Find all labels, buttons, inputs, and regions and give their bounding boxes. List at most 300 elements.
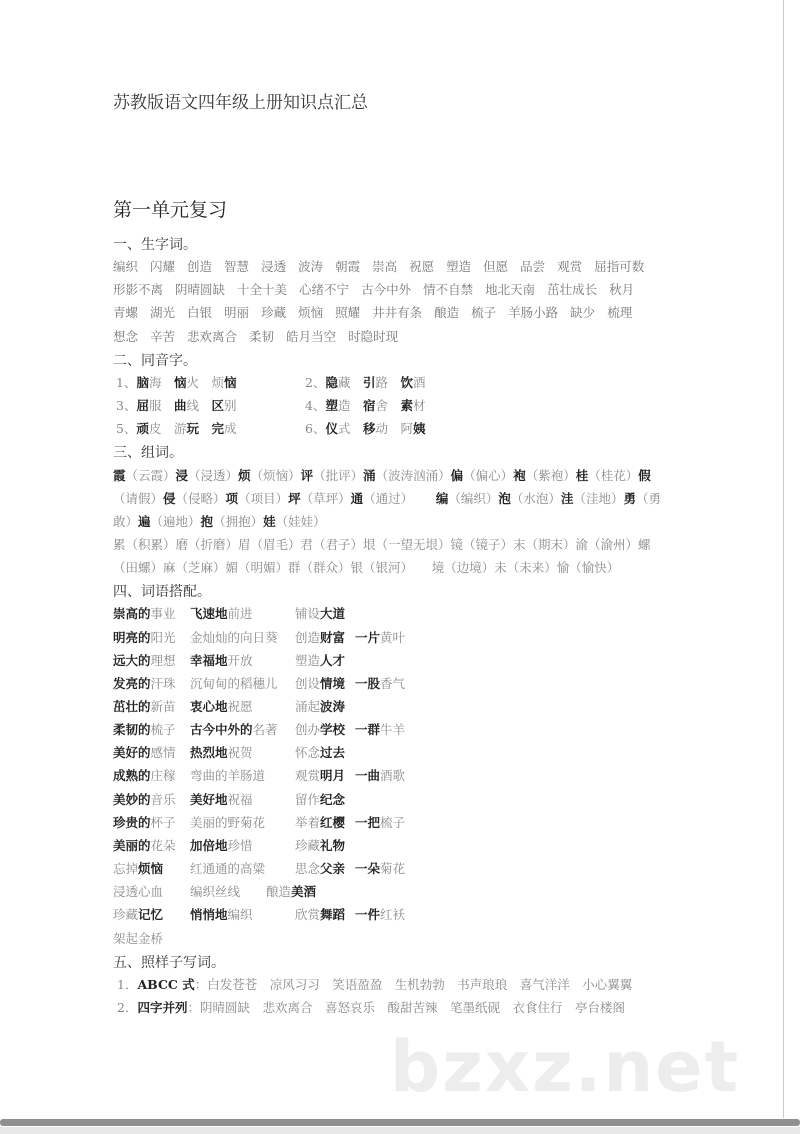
text: 弯曲的羊肠道 <box>190 768 266 784</box>
key-text: 美酒 <box>291 884 317 900</box>
key-text: 移 <box>362 421 376 437</box>
unit-title: 第一单元复习 <box>113 199 228 221</box>
key-text: 完 <box>211 421 225 437</box>
collocation <box>113 882 163 902</box>
text: 祝贺 <box>227 745 253 761</box>
text: （烦恼） <box>250 467 301 483</box>
key-text: 飞速地 <box>190 606 228 622</box>
text: 珍藏 <box>295 837 321 853</box>
text: 阿 <box>400 421 414 437</box>
vocab-word: 酿造 <box>434 305 460 321</box>
text: 游 <box>173 421 187 437</box>
text: 香气 <box>380 675 406 691</box>
document-title: 苏教版语文四年级上册知识点汇总 <box>113 93 368 113</box>
key-text: 偏 <box>450 467 464 483</box>
vocab-word: 珍藏 <box>261 305 287 321</box>
text: 牛羊 <box>380 722 406 738</box>
collocation <box>295 766 345 786</box>
key-text: 一件 <box>355 907 381 923</box>
text: 1． <box>117 976 138 992</box>
key-text: 加倍地 <box>190 837 228 853</box>
key-text: 记忆 <box>138 907 164 923</box>
text: 珍藏 <box>113 907 139 923</box>
vocab-word: 羊肠小路 <box>508 305 559 321</box>
vocab-word: 心绪不宁 <box>299 282 350 298</box>
key-text: 发亮的 <box>113 675 151 691</box>
collocation <box>355 674 405 694</box>
key-text: 洼 <box>560 490 574 506</box>
key-text: 明月 <box>320 768 346 784</box>
key-text: 塑 <box>325 398 338 414</box>
vocab-word: 辛苦 <box>150 328 176 344</box>
collocation <box>295 743 345 763</box>
text: 架起金桥 <box>113 930 164 946</box>
collocation <box>113 651 176 671</box>
collocation <box>355 720 405 740</box>
horizontal-scrollbar[interactable] <box>0 1119 800 1126</box>
vocab-word: 烦恼 <box>298 305 324 321</box>
text: （浸透） <box>188 467 239 483</box>
key-text: 古今中外的 <box>190 722 253 738</box>
text: 红袄 <box>380 907 406 923</box>
key-text: 霞 <box>113 467 126 483</box>
word-formation-line <box>113 489 661 509</box>
key-text: 一曲 <box>355 768 381 784</box>
key-text: 四字并列 <box>137 999 188 1015</box>
text: 创设 <box>295 675 321 691</box>
vocab-word: 青螺 <box>113 305 139 321</box>
text: 汗珠 <box>150 675 176 691</box>
text: 前进 <box>227 606 253 622</box>
collocation <box>295 836 345 856</box>
vocab-word: 湖光 <box>150 305 176 321</box>
text: 涌起 <box>295 699 321 714</box>
text: 式 <box>337 421 363 437</box>
vocab-word: 缺少 <box>570 305 596 321</box>
collocation <box>295 790 345 810</box>
text: 3、 <box>116 398 137 414</box>
text: 4、 <box>305 398 326 414</box>
text: （请假） <box>113 490 164 506</box>
collocation <box>190 813 265 833</box>
text: 路 <box>375 374 401 390</box>
text: ：白发苍苍 凉风习习 笑语盈盈 生机勃勃 书声琅琅 喜气洋洋 小心翼翼 <box>194 976 633 992</box>
collocation <box>190 766 265 786</box>
collocation <box>295 905 345 925</box>
collocation <box>295 651 345 671</box>
text: 黄叶 <box>380 629 406 645</box>
key-text: 大道 <box>320 606 346 622</box>
text: 酒歌 <box>380 768 406 784</box>
text: 名著 <box>252 722 278 738</box>
key-text: 评 <box>300 467 314 483</box>
collocation <box>190 836 253 856</box>
text: 6、 <box>305 421 326 437</box>
collocation <box>190 859 265 879</box>
section-heading-collocations: 四、词语搭配。 <box>113 584 211 601</box>
text: 祝福 <box>227 791 253 807</box>
key-text: 美好地 <box>190 791 228 807</box>
key-text: 烦恼 <box>138 861 164 877</box>
text: 举着 <box>295 814 321 830</box>
text: 开放 <box>227 652 253 668</box>
text: 菊花 <box>380 861 406 877</box>
text: （偏心） <box>463 467 514 483</box>
text: 2、 <box>305 374 326 390</box>
text: 祝愿 <box>227 699 253 714</box>
collocation <box>113 836 176 856</box>
text: 创造 <box>295 629 321 645</box>
key-text: 遍 <box>138 513 151 529</box>
text: 累（积累）磨（折磨）眉（眉毛）君（君子）垠（一望无垠）镜（镜子）末（期末）渝（渝州）螺 <box>113 536 651 552</box>
text: 敢） <box>113 513 139 529</box>
vocab-word: 浸透 <box>261 259 287 275</box>
key-text: 学校 <box>320 722 346 738</box>
vocab-word: 波涛 <box>298 259 324 275</box>
scrollbar-track <box>0 1127 800 1134</box>
text: 理想 <box>150 652 176 668</box>
text: 庄稼 <box>150 768 176 784</box>
key-text: 舞蹈 <box>320 907 346 923</box>
text: （娃娃） <box>275 513 326 529</box>
key-text: 美好的 <box>113 745 151 761</box>
key-text: 红樱 <box>320 814 346 830</box>
collocation <box>355 628 405 648</box>
collocation <box>113 859 163 879</box>
word-formation-line <box>113 512 326 532</box>
collocation <box>113 766 176 786</box>
text: （编织） <box>448 490 499 506</box>
key-text: 茁壮的 <box>113 699 151 714</box>
collocation <box>190 882 240 902</box>
collocation <box>190 697 253 717</box>
text: 5、 <box>116 421 137 437</box>
key-text: 恼 <box>224 374 237 390</box>
text: 留作 <box>295 791 321 807</box>
key-text: 引 <box>362 374 376 390</box>
text: （云霞） <box>125 467 176 483</box>
text: 音乐 <box>150 791 176 807</box>
key-text: 曲 <box>173 398 187 414</box>
text: （勇 <box>635 490 661 506</box>
vocab-word: 时隐时现 <box>348 328 399 344</box>
section-heading-vocab: 一、生字词。 <box>113 237 197 253</box>
key-text: 柔韧的 <box>113 722 151 738</box>
key-text: 浸 <box>175 467 189 483</box>
vocab-word: 崇高 <box>372 259 398 275</box>
key-text: 玩 <box>186 421 200 437</box>
key-text: 桂 <box>575 467 589 483</box>
collocation <box>295 813 345 833</box>
text: （紫袍） <box>525 467 576 483</box>
collocation <box>113 604 176 624</box>
text: 观赏 <box>295 768 321 784</box>
text: 酒 <box>413 374 426 390</box>
text: 酿造 <box>266 884 292 900</box>
word-formation-line <box>113 466 651 486</box>
key-text: 涌 <box>363 467 376 483</box>
key-text: 抱 <box>200 513 214 529</box>
text: 珍惜 <box>227 837 253 853</box>
vocab-word: 柔韧 <box>249 328 275 344</box>
word-formation-line <box>113 558 619 578</box>
text: 梳子 <box>150 722 176 738</box>
key-text: 脑 <box>136 374 149 390</box>
page-edge <box>783 0 784 1118</box>
key-text: 衷心地 <box>190 699 228 714</box>
collocation <box>266 882 316 902</box>
collocation <box>113 743 176 763</box>
key-text: 珍贵的 <box>113 814 151 830</box>
homophone-group <box>305 396 426 416</box>
key-text: 成熟的 <box>113 768 151 784</box>
vocab-word: 白银 <box>187 305 213 321</box>
text: 塑造 <box>295 652 321 668</box>
collocation <box>113 813 176 833</box>
text: 服 <box>148 398 174 414</box>
key-text: 一群 <box>355 722 381 738</box>
section-heading-word-formation: 三、组词。 <box>113 445 183 462</box>
text: （批评） <box>313 467 364 483</box>
text: 阳光 <box>150 629 176 645</box>
key-text: 屈 <box>136 398 149 414</box>
vocab-word: 想念 <box>113 328 139 344</box>
key-text: 波涛 <box>320 699 346 714</box>
vocab-word: 品尝 <box>520 259 546 275</box>
key-text: 幸福地 <box>190 652 228 668</box>
key-text: 美丽的 <box>113 837 151 853</box>
text: （田螺）麻（芝麻）媚（明媚）群（群众）银（银河） 境（边境）未（未来）愉（愉快） <box>113 560 620 576</box>
vocab-word: 古今中外 <box>361 282 412 298</box>
homophone-group <box>116 373 237 393</box>
vocab-word: 皓月当空 <box>286 328 337 344</box>
text: 舍 <box>375 398 401 414</box>
vocab-word: 梳理 <box>607 305 633 321</box>
key-text: 一股 <box>355 675 381 691</box>
text: （项目） <box>238 490 289 506</box>
vocab-word: 明丽 <box>224 305 250 321</box>
key-text: 编 <box>435 490 449 506</box>
text: （波涛汹涌） <box>375 467 451 483</box>
text: （草坪） <box>300 490 351 506</box>
text: （桂花） <box>588 467 639 483</box>
section-heading-patterns: 五、照样子写词。 <box>113 954 225 971</box>
text: 成 <box>224 421 237 437</box>
key-text: 情境 <box>320 675 346 691</box>
key-text: 美妙的 <box>113 791 151 807</box>
text: 火 <box>186 374 212 390</box>
text: （侵略） <box>175 490 226 506</box>
vocab-word: 照耀 <box>335 305 361 321</box>
text: 1、 <box>116 374 137 390</box>
collocation <box>190 674 278 694</box>
collocation <box>355 859 405 879</box>
collocation <box>295 697 345 717</box>
key-text: 过去 <box>320 745 346 761</box>
text: 花朵 <box>150 837 176 853</box>
collocation <box>295 604 345 624</box>
vocab-word: 创造 <box>187 259 213 275</box>
key-text: 明亮的 <box>113 629 151 645</box>
homophone-group <box>116 396 237 416</box>
key-text: 父亲 <box>320 861 346 877</box>
key-text: 顽 <box>136 421 149 437</box>
key-text: 饮 <box>400 374 414 390</box>
vocab-word: 观赏 <box>557 259 583 275</box>
text: 皮 <box>148 421 174 437</box>
text: 编织 <box>227 907 253 923</box>
vocab-word: 井井有条 <box>372 305 423 321</box>
text: 藏 <box>337 374 363 390</box>
text: 造 <box>337 398 363 414</box>
key-text: 人才 <box>320 652 346 668</box>
text: （拥抱） <box>213 513 264 529</box>
collocation <box>295 628 345 648</box>
text: （通过） <box>363 490 436 506</box>
key-text: 烦 <box>238 467 251 483</box>
collocation <box>113 720 176 740</box>
key-text: 一朵 <box>355 861 381 877</box>
vocab-word: 智慧 <box>224 259 250 275</box>
collocation <box>295 674 345 694</box>
vocab-line <box>113 327 410 347</box>
text: 红通通的高粱 <box>190 861 266 877</box>
key-text: 仪 <box>325 421 338 437</box>
collocation <box>355 905 405 925</box>
vocab-word: 闪耀 <box>150 259 176 275</box>
text: 2． <box>117 999 138 1015</box>
text: 感情 <box>150 745 176 761</box>
collocation <box>190 604 253 624</box>
key-text: 财富 <box>320 629 346 645</box>
key-text: 娃 <box>263 513 276 529</box>
collocation <box>295 720 345 740</box>
collocation <box>113 628 176 648</box>
collocation <box>190 790 253 810</box>
key-text: 恼 <box>173 374 187 390</box>
collocation <box>113 929 163 949</box>
vocab-word: 阴晴圆缺 <box>175 282 226 298</box>
homophone-group <box>305 419 426 439</box>
key-text: 崇高的 <box>113 606 151 622</box>
vocab-word: 悲欢离合 <box>187 328 238 344</box>
key-text: 素 <box>400 398 414 414</box>
text: 线 <box>186 398 212 414</box>
key-text: 坪 <box>288 490 301 506</box>
homophone-group <box>116 419 237 439</box>
vocab-word: 朝霞 <box>335 259 361 275</box>
key-text: 侵 <box>163 490 176 506</box>
pattern-line <box>117 975 632 995</box>
vocab-word: 屈指可数 <box>594 259 645 275</box>
vocab-word: 编织 <box>113 259 139 275</box>
word-formation-line <box>113 535 651 555</box>
key-text: 项 <box>225 490 239 506</box>
text: 动 <box>375 421 401 437</box>
key-text: 远大的 <box>113 652 151 668</box>
text: （水泡） <box>510 490 561 506</box>
collocation <box>190 905 253 925</box>
key-text: 袍 <box>513 467 526 483</box>
section-heading-homophones: 二、同音字。 <box>113 352 197 369</box>
vocab-word: 但愿 <box>483 259 509 275</box>
collocation <box>190 720 278 740</box>
homophone-group <box>305 373 426 393</box>
text: 铺设 <box>295 606 321 622</box>
pattern-line <box>117 998 625 1018</box>
key-text: 隐 <box>325 374 338 390</box>
text: 创办 <box>295 722 321 738</box>
key-text: 区 <box>211 398 225 414</box>
vocab-word: 塑造 <box>446 259 472 275</box>
key-text: 纪念 <box>320 791 346 807</box>
text: 新苗 <box>150 699 176 714</box>
key-text: 悄悄地 <box>190 907 228 923</box>
text: 别 <box>224 398 237 414</box>
text <box>199 421 212 436</box>
vocab-line <box>113 303 644 323</box>
text: 浸透心血 <box>113 884 164 900</box>
key-text: 勇 <box>623 490 636 506</box>
text: 编织丝线 <box>190 884 241 900</box>
text: 美丽的野菊花 <box>190 814 266 830</box>
text: 烦 <box>211 374 225 390</box>
vocab-word: 祝愿 <box>409 259 435 275</box>
key-text: 姨 <box>413 421 426 437</box>
watermark: bzxz.net <box>390 1026 741 1108</box>
text: 思念 <box>295 861 321 877</box>
key-text: 一片 <box>355 629 381 645</box>
text: （遍地） <box>150 513 201 529</box>
collocation <box>113 697 176 717</box>
vocab-word: 形影不离 <box>113 282 164 298</box>
text: 杯子 <box>150 814 176 830</box>
vocab-word: 情不自禁 <box>423 282 474 298</box>
key-text: 宿 <box>362 398 376 414</box>
collocation <box>295 859 345 879</box>
text: 欣赏 <box>295 907 321 923</box>
text: 事业 <box>150 606 176 622</box>
text: ：阴晴圆缺 悲欢离合 喜怒哀乐 酸甜苦辣 笔墨纸砚 衣食住行 亭台楼阁 <box>187 999 625 1015</box>
text: 怀念 <box>295 745 321 761</box>
vocab-line <box>113 280 646 300</box>
text: 海 <box>148 374 174 390</box>
key-text: 一把 <box>355 814 381 830</box>
collocation <box>190 628 278 648</box>
collocation <box>113 674 176 694</box>
key-text: 礼物 <box>320 837 346 853</box>
key-text: 通 <box>350 490 364 506</box>
key-text: 泡 <box>498 490 511 506</box>
vocab-word: 秋月 <box>609 282 635 298</box>
text: （洼地） <box>573 490 624 506</box>
collocation <box>113 790 176 810</box>
text: 梳子 <box>380 814 406 830</box>
key-text: 假 <box>638 467 651 483</box>
vocab-line <box>113 257 656 277</box>
text: 材 <box>413 398 426 414</box>
text: 忘掉 <box>113 861 139 877</box>
vocab-word: 地北天南 <box>485 282 536 298</box>
vocab-word: 茁壮成长 <box>547 282 598 298</box>
collocation <box>355 766 405 786</box>
collocation <box>113 905 163 925</box>
key-text: 热烈地 <box>190 745 228 761</box>
collocation <box>355 813 405 833</box>
vocab-word: 梳子 <box>471 305 497 321</box>
collocation <box>190 743 253 763</box>
collocation <box>190 651 253 671</box>
